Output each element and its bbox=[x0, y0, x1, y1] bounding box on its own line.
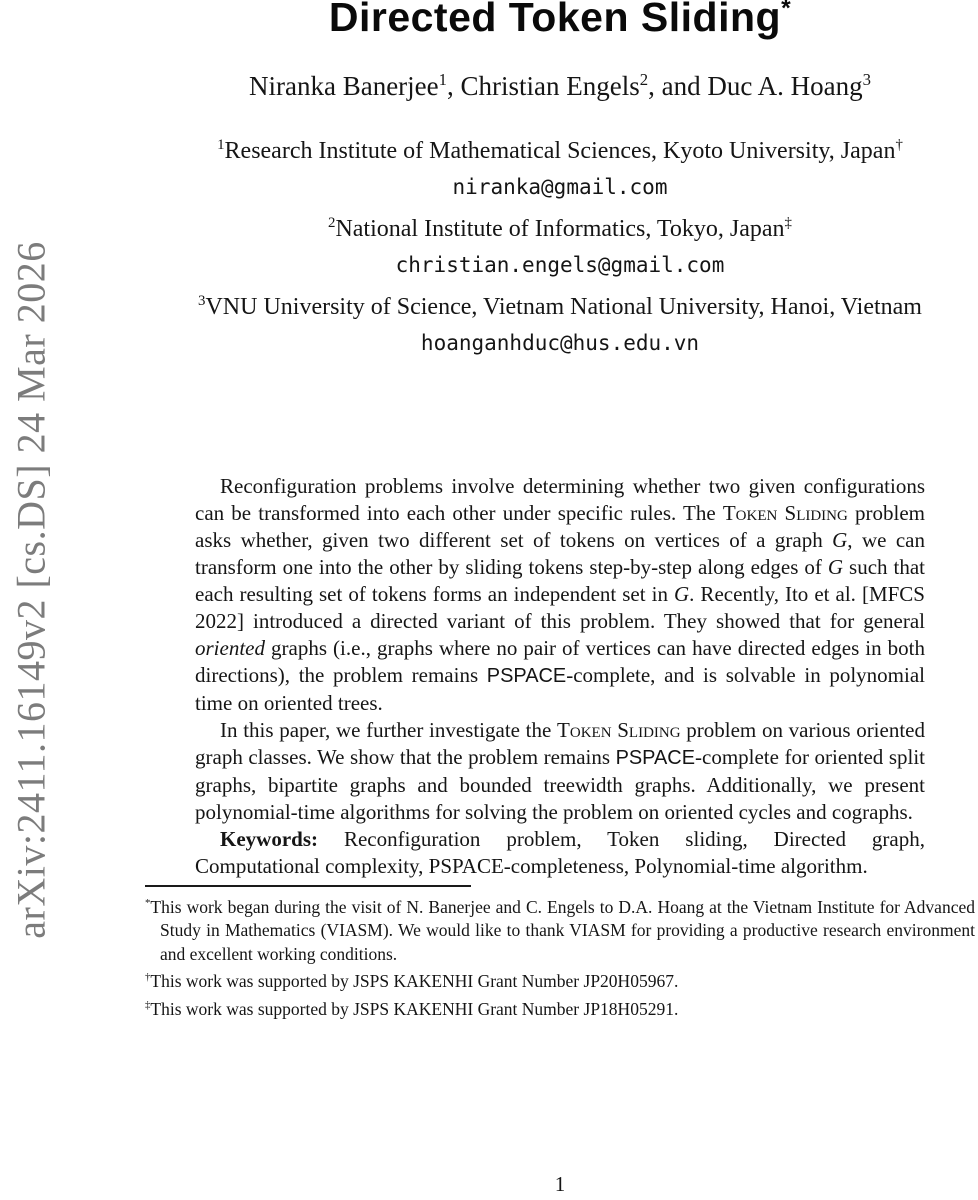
affiliation-1-institution: Research Institute of Mathematical Sciences, Kyoto University, Japan bbox=[224, 138, 896, 165]
affiliation-3-marker: 3 bbox=[198, 293, 206, 310]
abstract bbox=[195, 473, 925, 880]
affiliation-2-marker: 2 bbox=[328, 215, 336, 232]
affiliation-3-institution: VNU University of Science, Vietnam National University, Hanoi, Vietnam bbox=[205, 294, 922, 321]
arxiv-watermark: arXiv:2411.16149v2 [cs.DS] 24 Mar 2026 bbox=[8, 241, 54, 939]
page-number: 1 bbox=[554, 1172, 566, 1196]
abstract-paragraph-2: In this paper, we further investigate the Token Sliding problem on various oriented graph classes. We show that the problem remains PSPACE-complete for oriented split graphs, bipartite graphs and bounded treewidth graphs. Additionally, we present polynomial-time algorithms for solving the problem on oriented cycles and cographs. bbox=[195, 718, 925, 825]
footnote-grant-1-marker: † bbox=[145, 971, 151, 984]
affiliation-2-email: christian.engels@gmail.com bbox=[395, 253, 725, 278]
paper-title-text: Directed Token Sliding bbox=[328, 0, 782, 40]
affiliation-2-institution: National Institute of Informatics, Tokyo, Japan bbox=[335, 216, 785, 243]
footnote-grant-2-text: This work was supported by JSPS KAKENHI Grant Number JP18H05291. bbox=[150, 998, 679, 1019]
affiliations-block bbox=[149, 127, 971, 361]
footnote-thanks bbox=[145, 892, 975, 966]
footnote-grant-2 bbox=[145, 994, 975, 1021]
affiliation-3-email: hoanganhduc@hus.edu.vn bbox=[420, 331, 700, 356]
footnote-grant-1 bbox=[145, 966, 975, 993]
affiliation-1-note-marker: † bbox=[895, 137, 903, 154]
affiliation-2-note-marker: ‡ bbox=[784, 215, 792, 232]
affiliation-1 bbox=[149, 127, 971, 169]
footnote-rule bbox=[145, 885, 471, 887]
footnotes-block bbox=[145, 892, 975, 1021]
affiliation-2 bbox=[149, 205, 971, 247]
affiliation-1-email: niranka@gmail.com bbox=[452, 175, 668, 200]
footnote-grant-2-marker: ‡ bbox=[145, 998, 151, 1011]
affiliation-3 bbox=[149, 283, 971, 325]
main-column bbox=[145, 0, 975, 1021]
affiliation-1-marker: 1 bbox=[217, 137, 225, 154]
paper-title bbox=[145, 0, 975, 41]
title-footnote-marker: * bbox=[781, 0, 792, 23]
footnote-thanks-text: This work began during the visit of N. Banerjee and C. Engels to D.A. Hoang at the Vietnam Institute for Advanced Study in Mathematics (VIASM). We would like to thank VIASM for providing a productive research environment and excellent working conditions. bbox=[150, 896, 975, 964]
abstract-paragraph-1: Reconfiguration problems involve determining whether two given configurations can be transformed into each other under specific rules. The Token Sliding problem asks whether, given two different set of tokens on vertices of a graph G, we can transform one into the other by sliding tokens step-by-step along edges of G such that each resulting set of tokens forms an independent set in G. Recently, Ito et al. [MFCS 2022] introduced a directed variant of this problem. They showed that for general oriented graphs (i.e., graphs where no pair of vertices can have directed edges in both directions), the problem remains PSPACE-complete, and is solvable in polynomial time on oriented trees. bbox=[195, 474, 926, 716]
authors-line: Niranka Banerjee$^1$, Christian Engels$^2$, and Duc A. Hoang$^3$ bbox=[249, 70, 871, 102]
abstract-keywords: Keywords: Reconfiguration problem, Token sliding, Directed graph, Computational complexity, PSPACE-completeness, Polynomial-time algorithm. bbox=[195, 827, 925, 879]
footnote-thanks-marker: * bbox=[145, 897, 151, 910]
footnote-grant-1-text: This work was supported by JSPS KAKENHI Grant Number JP20H05967. bbox=[150, 971, 679, 992]
